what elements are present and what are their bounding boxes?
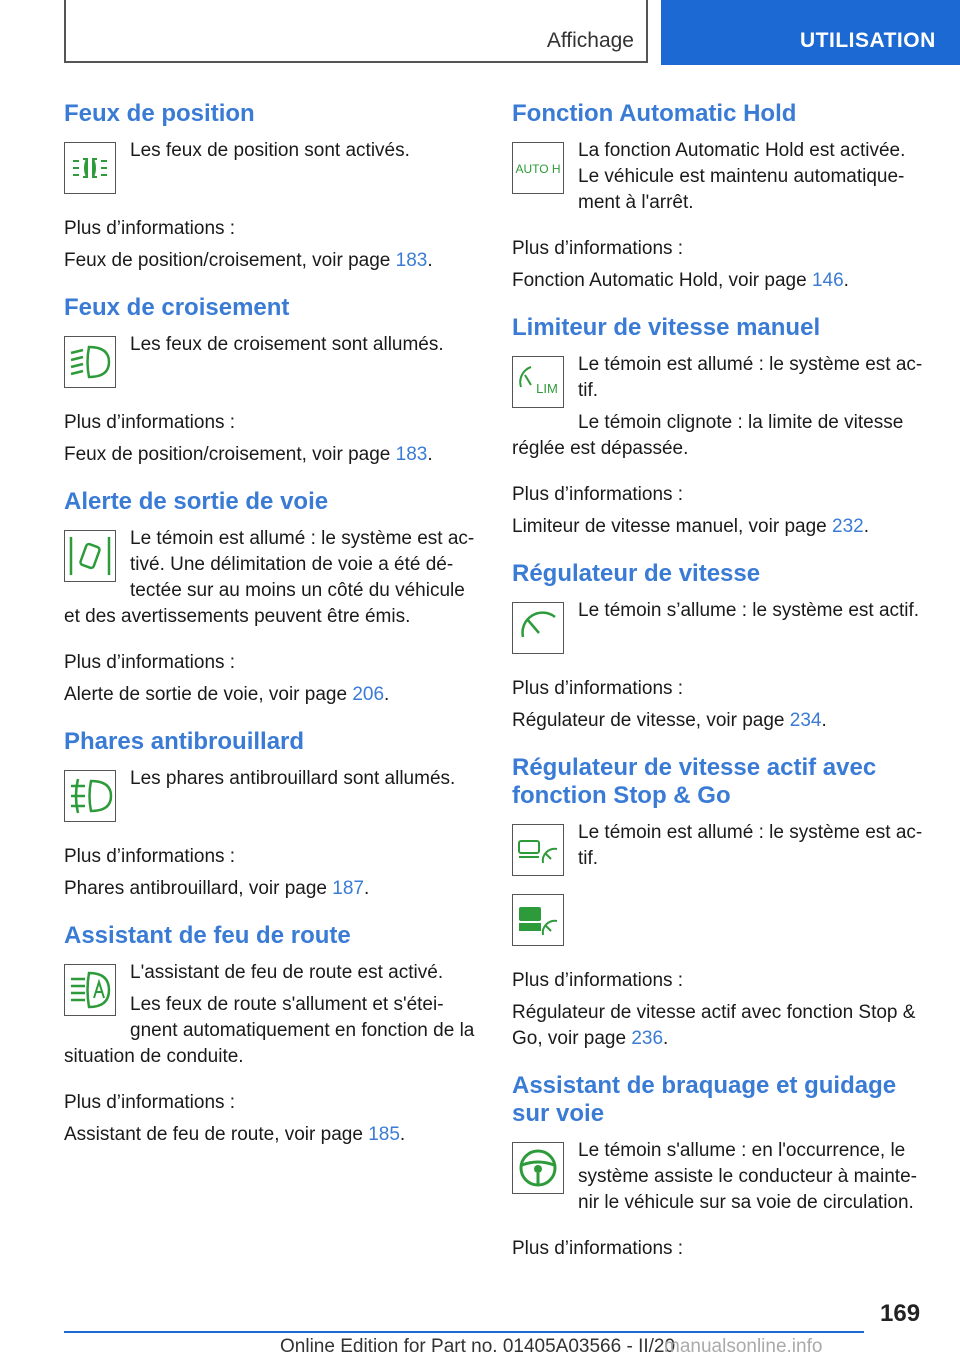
page-link[interactable]: 187 [332, 878, 364, 899]
reference-text: Feux de position/croisement, voir page [64, 250, 396, 271]
cruise-control-icon [512, 602, 564, 654]
section-title: Limiteur de vitesse manuel [512, 314, 821, 341]
section-title: Alerte de sortie de voie [64, 488, 329, 515]
lane-departure-icon [64, 530, 116, 582]
description: Le témoin est allumé : le système est ac-tif. [578, 822, 923, 869]
reference-text: Régulateur de vitesse actif avec fonction Stop & Go, voir page [512, 1002, 916, 1049]
indicator-entry [64, 138, 476, 202]
reference-text: Assistant de feu de route, voir page [64, 1124, 369, 1145]
description: L'assistant de feu de route est activé. [130, 962, 444, 983]
section-title: Régulateur de vitesse [512, 560, 761, 587]
indicator-entry [512, 598, 924, 662]
reference-text: Limiteur de vitesse manuel, voir page [512, 516, 832, 537]
footer-divider [64, 1331, 864, 1333]
page-link[interactable]: 206 [352, 684, 385, 705]
page-reference [512, 268, 924, 294]
reference-suffix: . [843, 270, 849, 291]
indicator-entry [512, 1138, 924, 1222]
page-reference [512, 514, 924, 540]
description: Le témoin s'allume : en l'occurrence, le système assiste le conducteur à mainte-nir le véhicule sur sa voie de circulation. [578, 1140, 917, 1213]
left-column [64, 100, 476, 1168]
reference-suffix: . [399, 1124, 406, 1145]
indicator-entry [512, 138, 924, 222]
header-section-label: Affichage [546, 29, 634, 52]
reference-text: Feux de position/croisement, voir page [64, 444, 396, 465]
reference-suffix: . [821, 710, 827, 731]
more-info-label: Plus d’informations : [64, 652, 236, 673]
section-title: Phares antibrouillard [64, 728, 305, 755]
active-cruise-filled-icon [512, 894, 564, 946]
section-title: Fonction Automatic Hold [512, 100, 797, 127]
header-chapter-box [661, 0, 960, 65]
more-info-label: Plus d’informations : [512, 678, 684, 699]
icon-text: AUTO H [515, 162, 561, 176]
section [512, 100, 924, 294]
position-lights-icon [64, 142, 116, 194]
fog-light-icon [64, 770, 116, 822]
section-title: Assistant de feu de route [64, 922, 351, 949]
reference-text: Fonction Automatic Hold, voir page [512, 270, 812, 291]
indicator-entry [512, 352, 924, 468]
section [512, 560, 924, 734]
section [64, 294, 476, 468]
page-link[interactable]: 185 [368, 1124, 400, 1145]
description: Les phares antibrouillard sont allumés. [130, 768, 456, 789]
section-title: Feux de position [64, 100, 255, 127]
description: La fonction Automatic Hold est activée. Le véhicule est maintenu automatique-ment à l'arrêt. [578, 140, 906, 213]
low-beam-icon [64, 336, 116, 388]
more-info-label: Plus d’informations : [64, 846, 236, 867]
section [64, 100, 476, 274]
auto-hold-icon [512, 142, 564, 194]
more-info-label: Plus d’informations : [512, 970, 684, 991]
page-reference [512, 708, 924, 734]
indicator-entry [64, 960, 476, 1076]
page-link[interactable]: 232 [832, 516, 864, 537]
more-info-label: Plus d’informations : [64, 218, 236, 239]
reference-text: Régulateur de vitesse, voir page [512, 710, 790, 731]
more-info-label: Plus d’informations : [512, 484, 684, 505]
description: Le témoin est allumé : le système est ac-tivé. Une délimitation de voie a été dé-tectée sur au moins un côté du véhicule et des avertissements peuvent être émis. [64, 528, 475, 627]
reference-suffix: . [363, 878, 370, 899]
section [512, 754, 924, 1052]
section-title: Feux de croisement [64, 294, 290, 321]
page-link[interactable]: 146 [811, 270, 844, 291]
more-info-label: Plus d’informations : [512, 238, 684, 259]
reference-suffix: . [427, 444, 433, 465]
page-reference [512, 1000, 924, 1052]
section [64, 728, 476, 902]
page-reference [64, 876, 476, 902]
reference-suffix: . [384, 684, 390, 705]
page-link[interactable]: 183 [395, 250, 428, 271]
right-column [512, 100, 924, 1276]
more-info-label: Plus d’informations : [512, 1238, 684, 1259]
page-number: 169 [880, 1300, 921, 1327]
description: Le témoin clignote : la limite de vitesse réglée est dépassée. [512, 412, 904, 459]
active-cruise-icon [512, 824, 564, 876]
page-reference [64, 682, 476, 708]
reference-text: Alerte de sortie de voie, voir page [64, 684, 353, 705]
steering-assist-icon [512, 1142, 564, 1194]
section [512, 314, 924, 540]
reference-suffix: . [863, 516, 869, 537]
section [512, 1072, 924, 1262]
reference-suffix: . [427, 250, 433, 271]
more-info-label: Plus d’informations : [64, 412, 236, 433]
section [64, 922, 476, 1148]
header-chapter-label: UTILISATION [800, 29, 936, 52]
description: Les feux de route s'allument et s'étei-gnent automatiquement en fonction de la situation de conduite. [64, 994, 475, 1067]
page-link[interactable]: 234 [789, 710, 822, 731]
section-title: Assistant de braquage et guidage sur voie [512, 1072, 897, 1127]
description: Les feux de croisement sont allumés. [130, 334, 444, 355]
indicator-entry [512, 820, 924, 954]
section-title: Régulateur de vitesse actif avec fonction Stop & Go [512, 754, 877, 809]
indicator-entry [64, 526, 476, 636]
high-beam-assist-icon [64, 964, 116, 1016]
reference-suffix: . [663, 1028, 669, 1049]
header-section-box [64, 0, 648, 63]
description: Le témoin s’allume : le système est actif. [578, 600, 920, 621]
description: Les feux de position sont activés. [130, 140, 410, 161]
page-link[interactable]: 183 [395, 444, 428, 465]
reference-text: Phares antibrouillard, voir page [64, 878, 333, 899]
page-reference [64, 248, 476, 274]
icon-text: LIM [536, 381, 558, 396]
page-link[interactable]: 236 [631, 1028, 664, 1049]
description: Le témoin est allumé : le système est ac-tif. [578, 354, 923, 401]
page-reference [64, 1122, 476, 1148]
section [64, 488, 476, 708]
more-info-label: Plus d’informations : [64, 1092, 236, 1113]
footer-watermark: manualsonline.info [664, 1336, 823, 1357]
speed-limiter-icon [512, 356, 564, 408]
indicator-entry [64, 332, 476, 396]
page-reference [64, 442, 476, 468]
footer-edition: Online Edition for Part no. 01405A03566 - II/20 [280, 1336, 676, 1357]
indicator-entry [64, 766, 476, 830]
